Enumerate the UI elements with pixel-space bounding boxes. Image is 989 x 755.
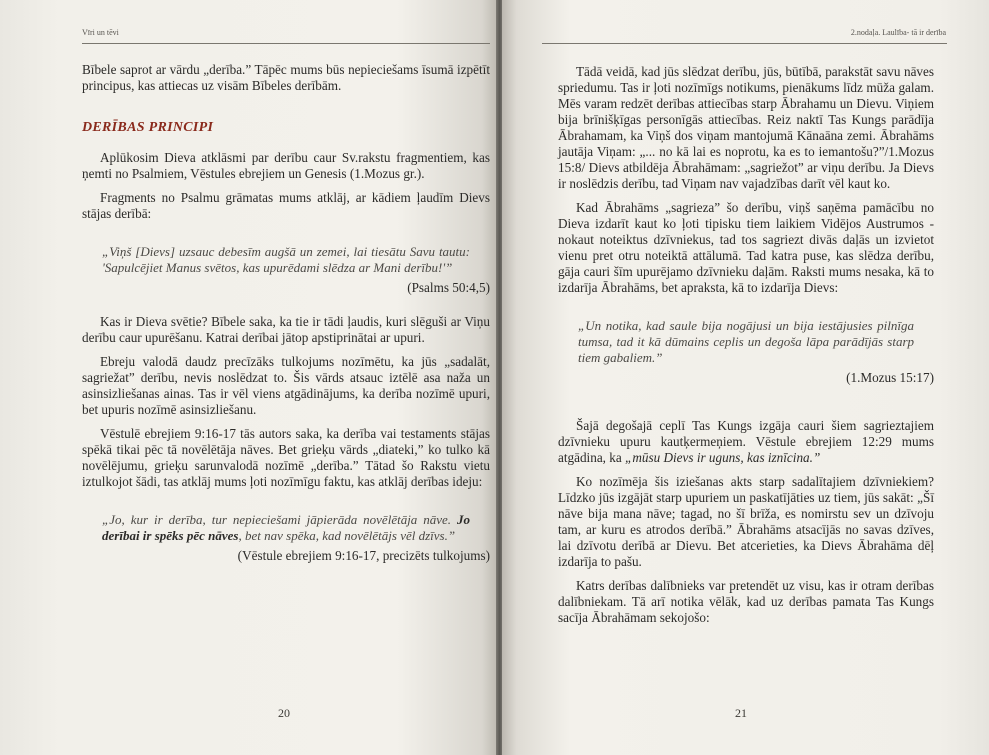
- left-page-body: [82, 62, 490, 582]
- quote-text: , bet nav spēka, kad novēlētājs vēl dzīvs.”: [238, 528, 456, 543]
- paragraph: [558, 418, 934, 466]
- scripture-reference: (Vēstule ebrejiem 9:16-17, precizēts tulkojums): [237, 548, 490, 563]
- paragraph: Fragments no Psalmu grāmatas mums atklāj, ar kādiem ļaudīm Dievs stājas derībā:: [82, 190, 490, 221]
- intro-paragraph: Bībele saprot ar vārdu „derība.” Tāpēc mums būs nepieciešams īsumā izpētīt principus, kas attiecas uz visām Bībeles derībām.: [82, 62, 490, 93]
- header-rule-left: [82, 43, 490, 44]
- spacer: [558, 404, 934, 418]
- paragraph: Katrs derības dalībnieks var pretendēt uz visu, kas ir otram derības dalībniekam. Tā arī notika vēlāk, kad uz derības pamata Tas Kungs sacīja Ābrahāmam sekojošo:: [558, 578, 934, 625]
- quote-emphasis: Jo derībai ir spēks pēc nāves: [102, 512, 470, 543]
- paragraph: Aplūkosim Dieva atklāsmi par derību caur Sv.rakstu fragmentiem, kas ņemti no Psalmiem, Vēstules ebrejiem un Genesis (1.Mozus gr.).: [82, 150, 490, 181]
- quote-text: „Jo, kur ir derība, tur nepieciešami jāpierāda novēlētāja nāve.: [102, 512, 457, 527]
- scripture-reference: (Psalms 50:4,5): [407, 280, 490, 295]
- page-number-right: 21: [735, 706, 747, 720]
- inline-quote: „mūsu Dievs ir uguns, kas iznīcina.”: [625, 450, 821, 465]
- paragraph: Kas ir Dieva svētie? Bībele saka, ka tie ir tādi ļaudis, kuri slēguši ar Viņu derību caur upurēšanu. Katrai derībai jātop apstiprinātai ar upuri.: [82, 314, 490, 345]
- paragraph: Ko nozīmēja šis iziešanas akts starp sadalītajiem dzīvniekiem? Līdzko jūs izgājāt starp upuriem un paskatījāties uz tiem, jūs sakāt: „Šī nāve bija mana nāve; tagad, no šī brīža, es nomirstu sev un dzīvoju tam, ar kuru es atrodos derībā.” Ābrahāms atsacījās no savas dzīves, lai dzīvotu derībā ar Dievu. Bet atcerieties, ka Dievs Ābrahāma dēļ izdarīja to pašu.: [558, 474, 934, 569]
- running-head-left: Vīri un tēvi: [82, 28, 119, 37]
- page-number-left: 20: [278, 706, 290, 720]
- paragraph: Kad Ābrahāms „sagrieza” šo derību, viņš saņēma pamācību no Dieva izdarīt kaut ko ļoti tipisku tiem laikiem Vidējos Austrumos - nokaut noteiktus dzīvniekus, tad tos sagriezt divās daļās un izvietot vienu pret otru noteiktā attālumā. Tad katra puse, kas slēdza derību, gāja cauri šīm upurējamo dzīvnieku daļām. Raksti mums nesaka, kā to izdarīja Ābrahāms, bet apraksta, kā to izdarīja Dievs:: [558, 200, 934, 295]
- scripture-quote: „Un notika, kad saule bija nogājusi un bija iestājusies pilnīga tumsa, tad it kā dūmains ceplis un degoša lāpa parādījās starp tiem gabaliem.”: [578, 318, 914, 365]
- right-page-body: [558, 64, 934, 634]
- paragraph: Tādā veidā, kad jūs slēdzat derību, jūs, būtībā, parakstāt savu nāves spriedumu. Tas ir ļoti nozīmīgs notikums, pienākums līdz mūža galam. Mēs varam redzēt derības attiecības starp Ābrahamu un Dievu. Viņiem bija brīnišķīgas personīgās attiecības. Reiz naktī Tas Kungs parādīja Ābrahamam, ka Viņš dos viņam mantojumā Kānaāna zemi. Ābrahāms jautāja Viņam: „... no kā lai es noprotu, ka es to iemantošu?”/1.Mozus 15:8/ Dievs atbildēja Ābrahāmam: „sagriežot” ar viņu derību. Ja Dievs ir noslēdzis derību, tad Viņam nav vajadzības darīt vēl kaut ko.: [558, 64, 934, 191]
- header-rule-right: [542, 43, 947, 44]
- right-page: [502, 0, 989, 755]
- section-heading: DERĪBAS PRINCIPI: [82, 120, 214, 135]
- running-head-right: 2.nodaļa. Laulība- tā ir derība: [850, 28, 946, 37]
- scripture-quote: „Viņš [Dievs] uzsauc debesīm augšā un zemei, lai tiesātu Savu tautu: 'Sapulcējiet Manus svētos, kas upurēdami slēdza ar Mani derību!'”: [102, 244, 470, 275]
- paragraph: Ebreju valodā daudz precīzāks tulkojums nozīmētu, ka jūs „sadalāt, sagriežat” derību, nevis noslēdzat to. Šis vārds atsauc iztēlē asa naža un asinsizliešanas ainas. Tas ir vēl viens atgādinājums, ka derība nozīmē upuri, bet upuris nozīmē asinsizliešanu.: [82, 354, 490, 417]
- scripture-quote: [102, 512, 470, 544]
- scripture-reference: (1.Mozus 15:17): [846, 370, 934, 385]
- paragraph: Vēstulē ebrejiem 9:16-17 tās autors saka, ka derība vai testaments stājas spēkā tikai pēc tā novēlētāja nāves. Bet grieķu vārds „diateki,” ko tulko kā novēlējumu, grieķu sarunvalodā nozīmē „derība.” Tātad šo Rakstu vietu iztulkojot šādi, tas atklāj mums ļoti nozīmīgu faktu, kas atklāj derības ideju:: [82, 426, 490, 489]
- paragraph-text: Šajā degošajā ceplī Tas Kungs izgāja cauri šiem sagrieztajiem dzīvnieku upuru kautķermeņiem. Vēstule ebrejiem 12:29 mums atgādina, ka: [558, 418, 934, 465]
